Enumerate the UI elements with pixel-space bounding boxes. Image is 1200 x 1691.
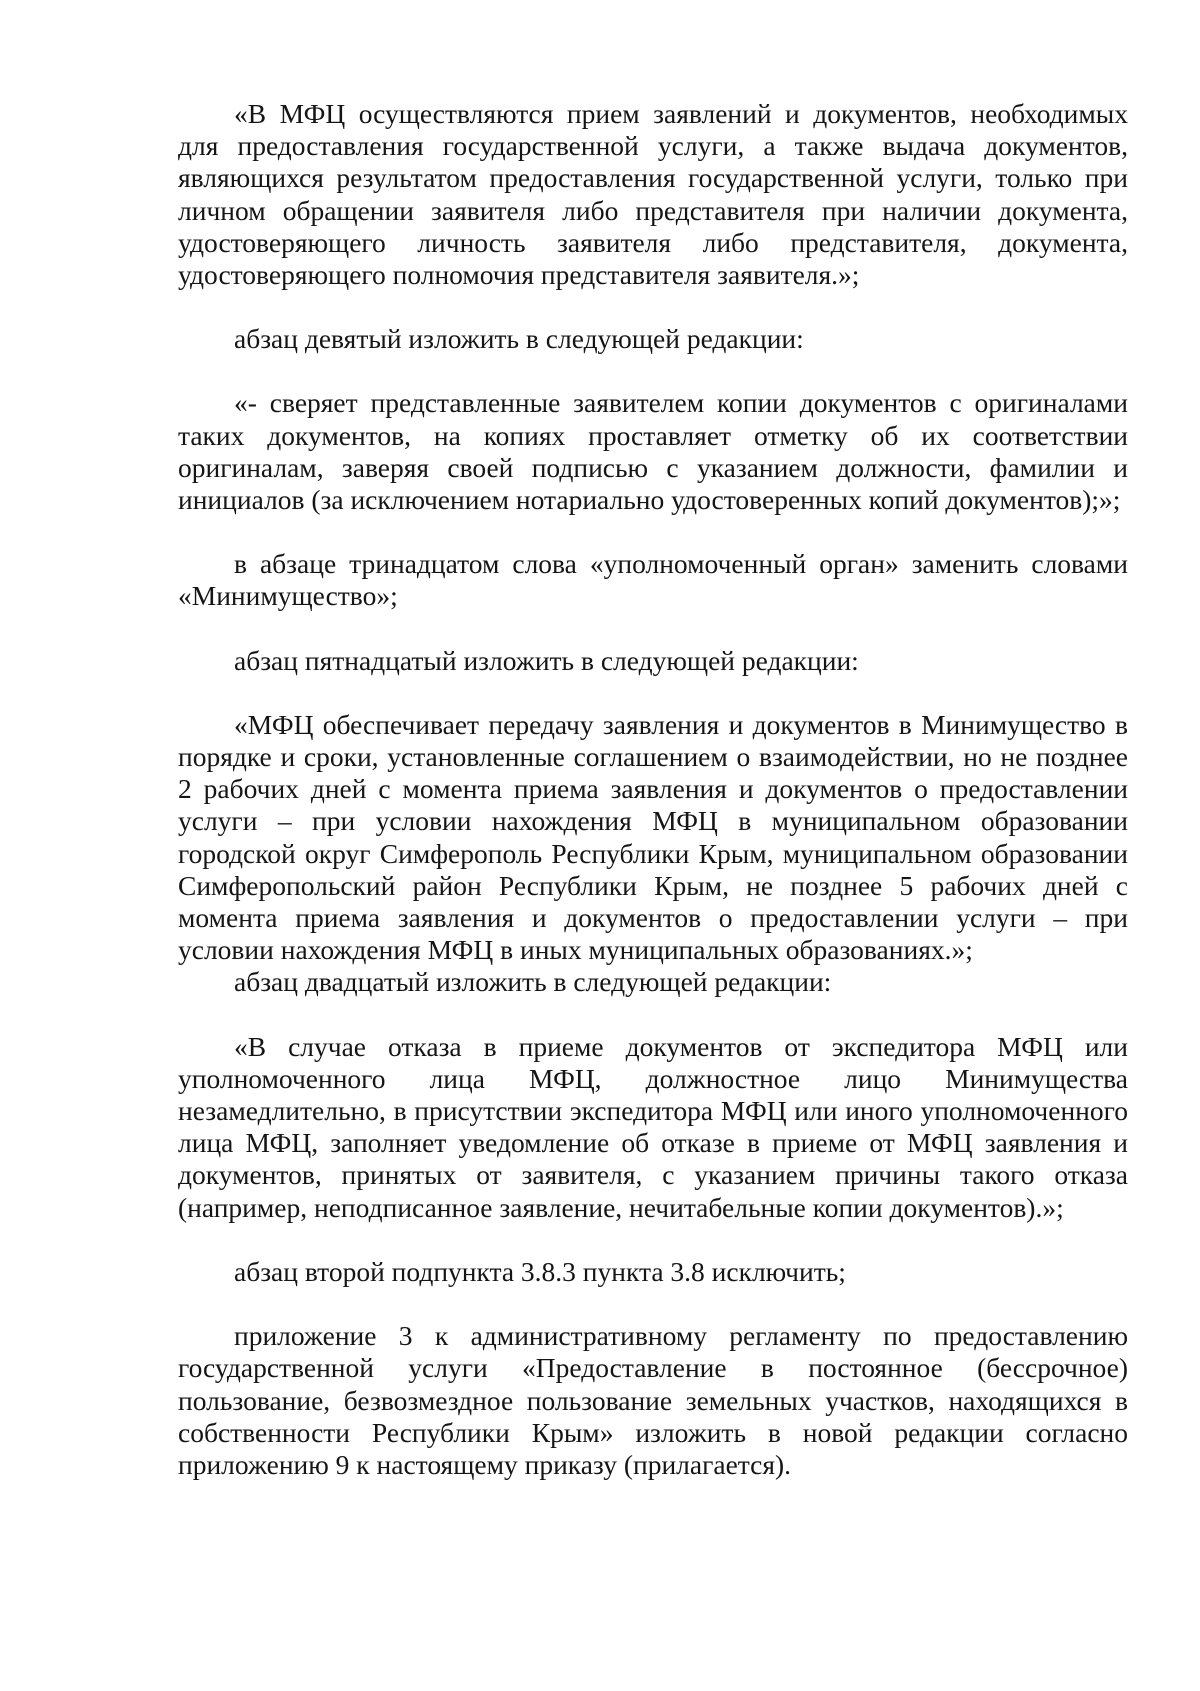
paragraph-fifteenth-clause-instruction: абзац пятнадцатый изложить в следующей редакции: (234, 644, 859, 676)
paragraph-twentieth-clause-instruction: абзац двадцатый изложить в следующей редакции: (234, 966, 832, 998)
paragraph-verify-copies: «- сверяет представленные заявителем копии документов с оригиналами таких документов, на копиях проставляет отметку об их соответствии оригиналам, заверяя своей подписью с указанием должности, фамилии и инициалов (за исключением нотариально удостоверенных копий документов);»; (178, 387, 1128, 516)
paragraph-exclude-subclause: абзац второй подпункта 3.8.3 пункта 3.8 исключить; (234, 1255, 846, 1287)
paragraph-thirteenth-clause-instruction: в абзаце тринадцатом слова «уполномоченный орган» заменить словами «Минимущество»; (178, 548, 1128, 612)
paragraph-mfc-transfer: «МФЦ обеспечивает передачу заявления и документов в Минимущество в порядке и сроки, установленные соглашением о взаимодействии, но не позднее 2 рабочих дней с момента приема заявления и документов о предоставлении услуги – при условии нахождения МФЦ в муниципальном образовании городской округ Симферополь Республики Крым, муниципальном образовании Симферопольский район Республики Крым, не позднее 5 рабочих дней с момента приема заявления и документов о предоставлении услуги – при условии нахождения МФЦ в иных муниципальных образованиях.»; (178, 708, 1128, 966)
paragraph-refusal-case: «В случае отказа в приеме документов от экспедитора МФЦ или уполномоченного лица МФЦ, должностное лицо Минимущества незамедлительно, в присутствии экспедитора МФЦ или иного уполномоченного лица МФЦ, заполняет уведомление об отказе в приеме от МФЦ заявления и документов, принятых от заявителя, с указанием причины такого отказа (например, неподписанное заявление, нечитабельные копии документов).»; (178, 1030, 1128, 1223)
document-body (178, 98, 1128, 1481)
paragraph-ninth-clause-instruction: абзац девятый изложить в следующей редакции: (234, 323, 804, 355)
paragraph-appendix-replacement: приложение 3 к административному регламенту по предоставлению государственной услуги «Предоставление в постоянное (бессрочное) пользование, безвозмездное пользование земельных участков, находящихся в собственности Республики Крым» изложить в новой редакции согласно приложению 9 к настоящему приказу (прилагается). (178, 1320, 1128, 1480)
paragraph-mfc-reception: «В МФЦ осуществляются прием заявлений и документов, необходимых для предоставления государственной услуги, а также выдача документов, являющихся результатом предоставления государственной услуги, только при личном обращении заявителя либо представителя при наличии документа, удостоверяющего личность заявителя либо представителя, документа, удостоверяющего полномочия представителя заявителя.»; (178, 98, 1128, 291)
